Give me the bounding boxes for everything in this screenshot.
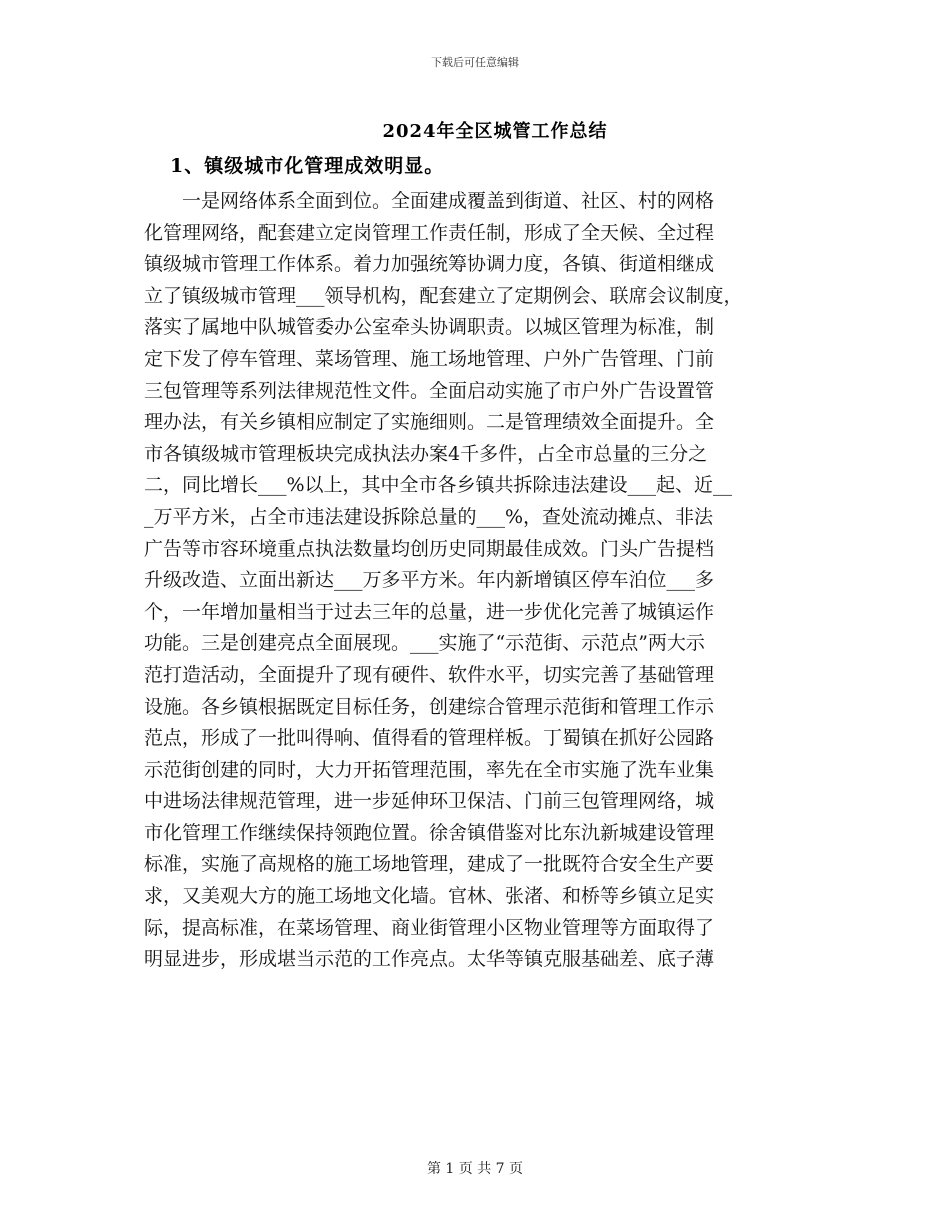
body-line: 升级改造、立面出新达___万多平方米。年内新增镇区停车泊位___多 xyxy=(144,569,715,592)
body-line: 市化管理工作继续保持领跑位置。徐舍镇借鉴对比东氿新城建设管理 xyxy=(144,821,715,844)
body-line: 设施。各乡镇根据既定目标任务，创建综合管理示范街和管理工作示 xyxy=(144,695,715,718)
body-line: _万平方米，占全市违法建设拆除总量的___%，查处流动摊点、非法 xyxy=(144,505,714,528)
body-line: 范点，形成了一批叫得响、值得看的管理样板。丁蜀镇在抓好公园路 xyxy=(144,727,715,750)
body-line: 示范街创建的同时，大力开拓管理范围，率先在全市实施了洗车业集 xyxy=(144,758,715,781)
body-line: 中进场法律规范管理，进一步延伸环卫保洁、门前三包管理网络，城 xyxy=(144,790,715,813)
body-line: 一是网络体系全面到位。全面建成覆盖到街道、社区、村的网格 xyxy=(144,190,715,212)
document-title: 2024年全区城管工作总结 xyxy=(382,121,608,142)
page-header-note: 下载后可任意编辑 xyxy=(431,56,519,69)
body-line: 二，同比增长___%以上，其中全市各乡镇共拆除违法建设___起、近__ xyxy=(144,474,733,497)
body-line: 标准，实施了高规格的施工场地管理，建成了一批既符合安全生产要 xyxy=(144,853,715,876)
body-line: 立了镇级城市管理___领导机构，配套建立了定期例会、联席会议制度， xyxy=(144,284,743,307)
body-line: 镇级城市管理工作体系。着力加强统筹协调力度，各镇、街道相继成 xyxy=(144,253,715,276)
section-heading: 1、镇级城市化管理成效明显。 xyxy=(170,155,445,177)
body-line: 个，一年增加量相当于过去三年的总量，进一步优化完善了城镇运作 xyxy=(144,600,715,623)
body-line: 落实了属地中队城管委办公室牵头协调职责。以城区管理为标准，制 xyxy=(144,316,715,339)
page-footer-number: 第 1 页 共 7 页 xyxy=(426,1161,524,1177)
body-line: 理办法，有关乡镇相应制定了实施细则。二是管理绩效全面提升。全 xyxy=(144,411,715,434)
body-line: 明显进步，形成堪当示范的工作亮点。太华等镇克服基础差、底子薄 xyxy=(144,948,715,971)
body-text xyxy=(144,186,824,976)
body-line: 功能。三是创建亮点全面展现。___实施了“示范街、示范点”两大示 xyxy=(144,632,705,655)
body-line: 市各镇级城市管理板块完成执法办案4千多件，占全市总量的三分之 xyxy=(144,442,708,465)
body-line: 求，又美观大方的施工场地文化墙。官林、张渚、和桥等乡镇立足实 xyxy=(144,885,715,908)
body-line: 三包管理等系列法律规范性文件。全面启动实施了市户外广告设置管 xyxy=(144,379,715,402)
body-line: 化管理网络，配套建立定岗管理工作责任制，形成了全天候、全过程 xyxy=(144,221,715,244)
body-line: 范打造活动，全面提升了现有硬件、软件水平，切实完善了基础管理 xyxy=(144,663,715,686)
body-line: 广告等市容环境重点执法数量均创历史同期最佳成效。门头广告提档 xyxy=(144,537,715,560)
body-line: 际，提高标准，在菜场管理、商业街管理小区物业管理等方面取得了 xyxy=(144,916,715,939)
body-line: 定下发了停车管理、菜场管理、施工场地管理、户外广告管理、门前 xyxy=(144,347,715,370)
